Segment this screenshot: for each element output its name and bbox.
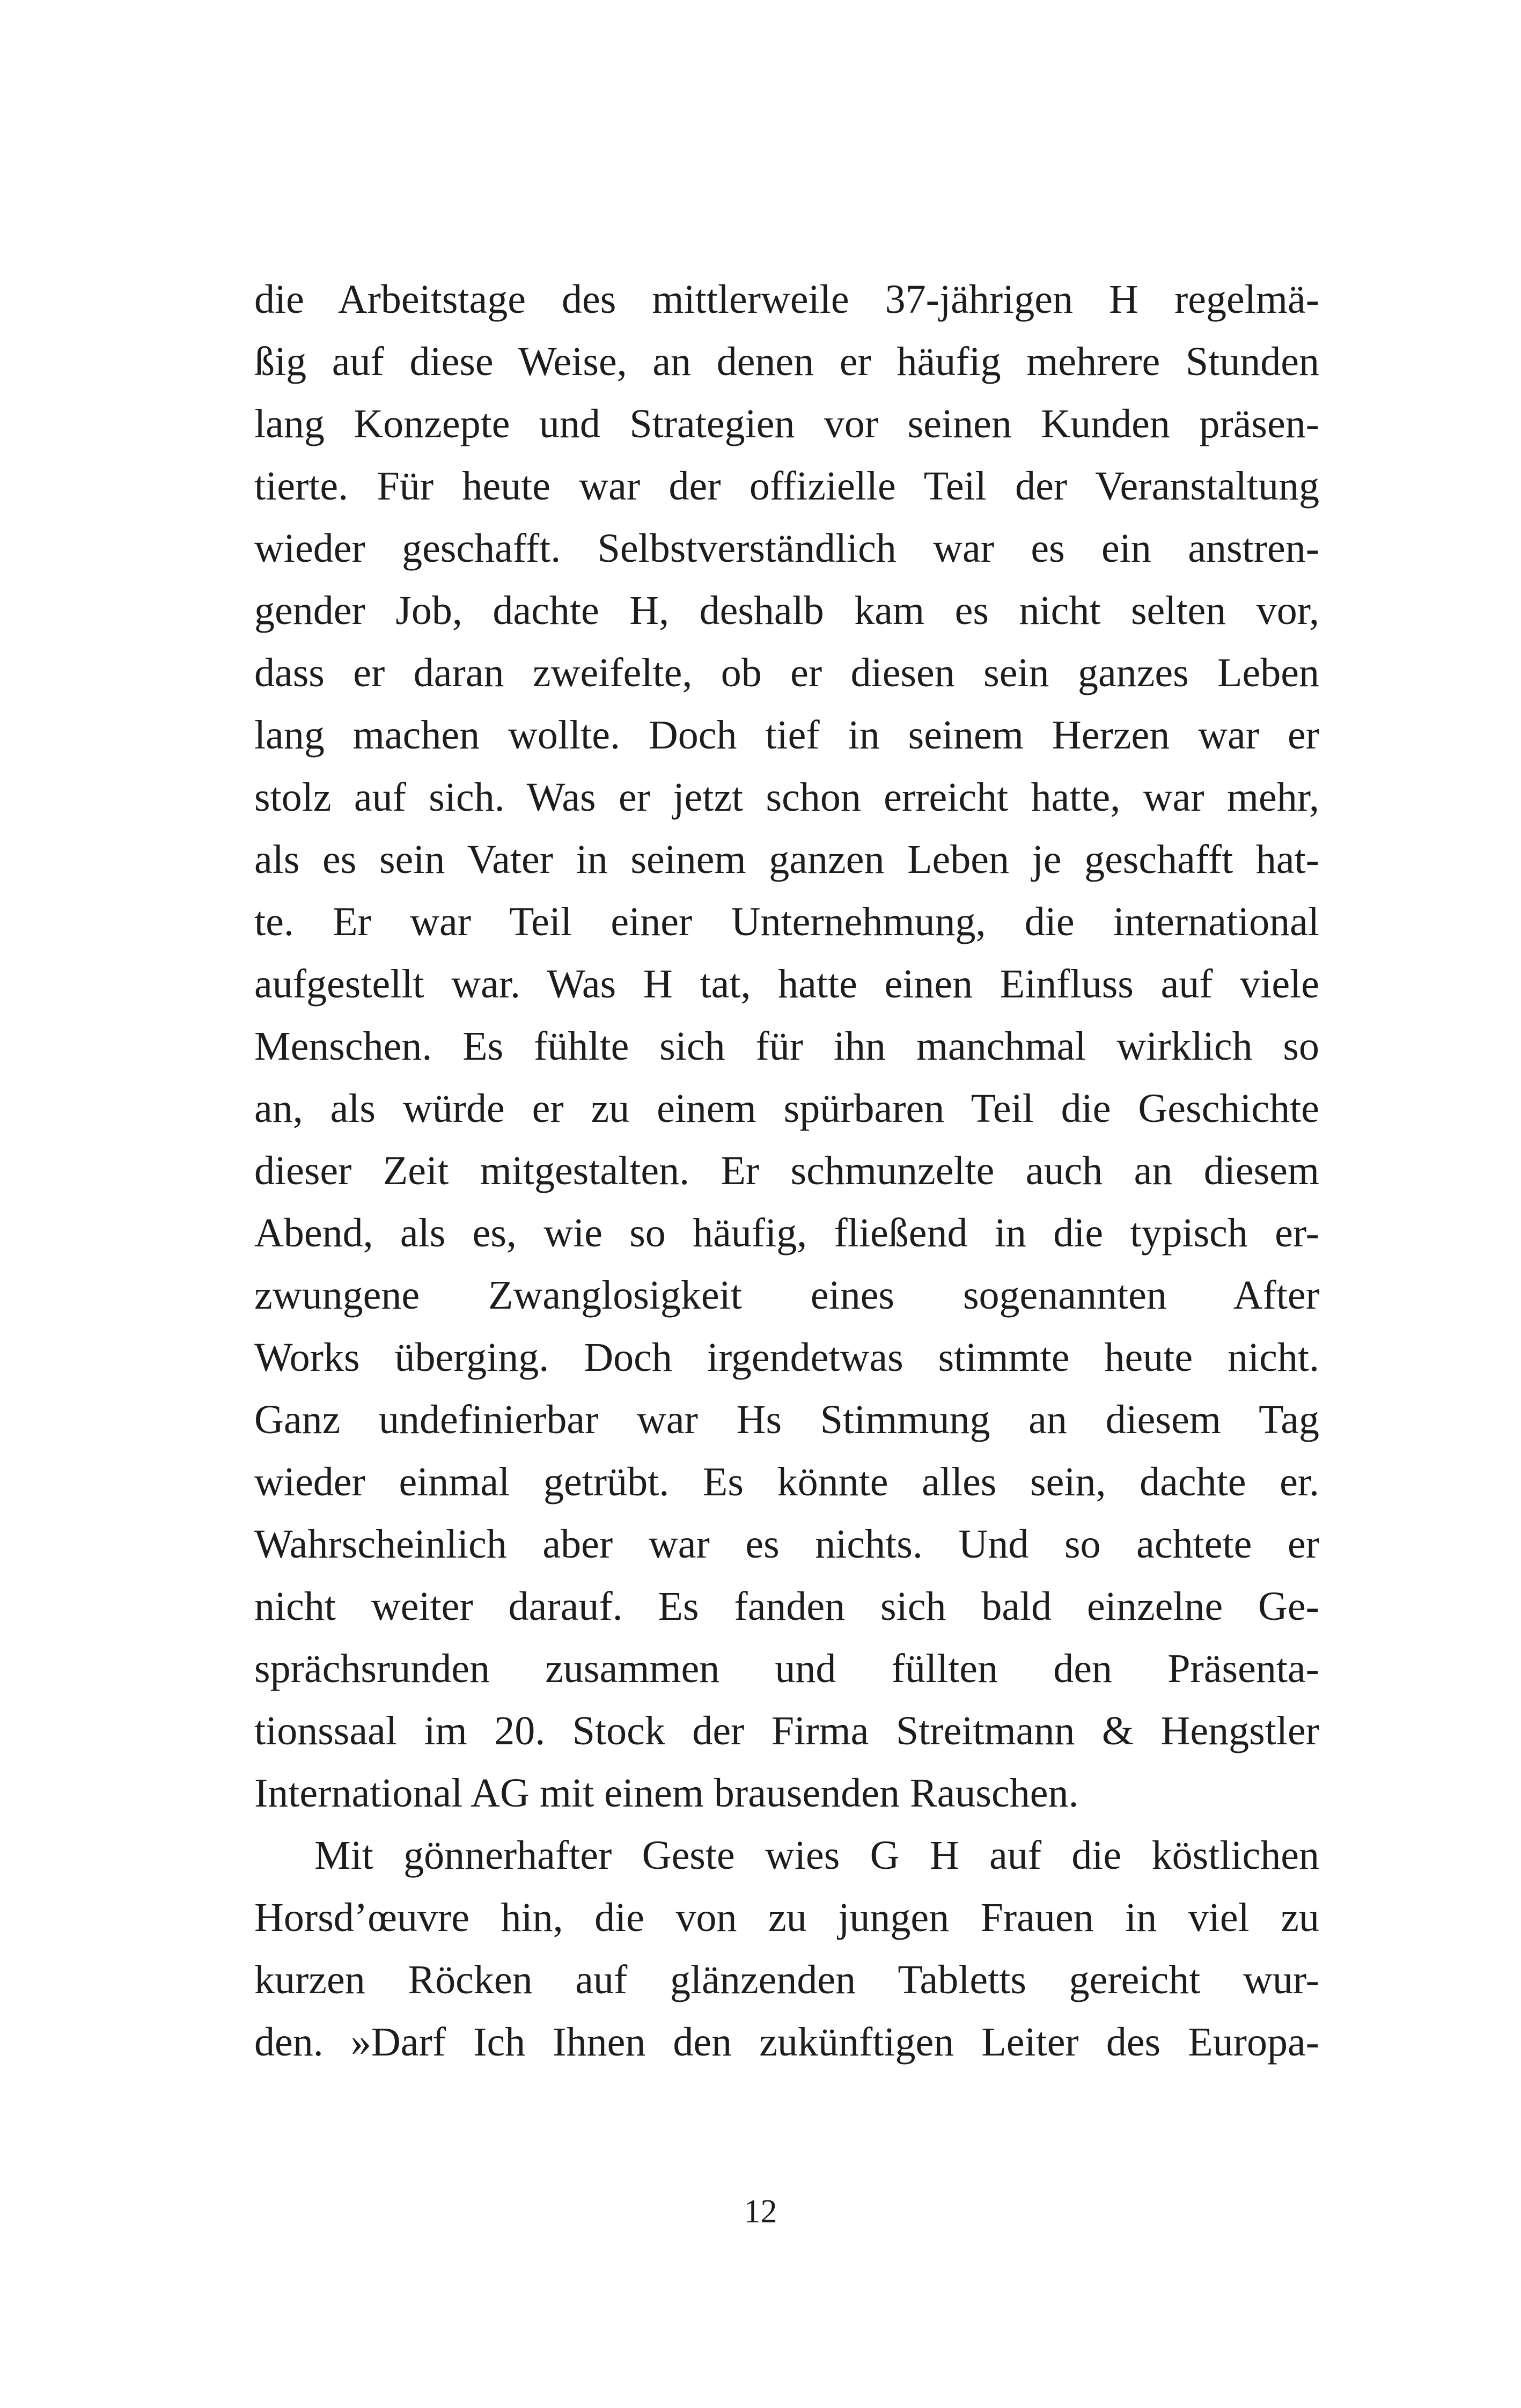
- text-line: nicht weiter darauf. Es fanden sich bald einzelne Ge-: [254, 1584, 1319, 1629]
- text-line: Horsd’œuvre hin, die von zu jungen Frauen in viel zu: [254, 1895, 1319, 1940]
- body-text: [254, 268, 1319, 2073]
- text-line: dieser Zeit mitgestalten. Er schmunzelte auch an diesem: [254, 1148, 1319, 1193]
- text-line: Wahrscheinlich aber war es nichts. Und so achtete er: [254, 1522, 1319, 1567]
- text-line: te. Er war Teil einer Unternehmung, die international: [254, 899, 1319, 944]
- text-line: wieder einmal getrübt. Es könnte alles sein, dachte er.: [254, 1459, 1319, 1504]
- text-line: zwungene Zwanglosigkeit eines sogenannten After: [254, 1273, 1319, 1318]
- text-line: als es sein Vater in seinem ganzen Leben je geschafft hat-: [254, 837, 1319, 882]
- text-line: die Arbeitstage des mittlerweile 37-jährigen H regelmä-: [254, 277, 1319, 322]
- paragraph-start-line: Mit gönnerhafter Geste wies G H auf die köstlichen: [314, 1833, 1319, 1878]
- paragraph-end-line: International AG mit einem brausenden Rauschen.: [254, 1771, 1079, 1816]
- text-line: dass er daran zweifelte, ob er diesen sein ganzes Leben: [254, 650, 1319, 695]
- text-line: Ganz undefinierbar war Hs Stimmung an diesem Tag: [254, 1397, 1319, 1442]
- text-line: stolz auf sich. Was er jetzt schon erreicht hatte, war mehr,: [254, 775, 1319, 820]
- text-line: wieder geschafft. Selbstverständlich war es ein anstren-: [254, 526, 1319, 571]
- text-line: lang machen wollte. Doch tief in seinem Herzen war er: [254, 713, 1319, 758]
- text-line: tierte. Für heute war der offizielle Teil der Veranstaltung: [254, 464, 1319, 509]
- text-line: aufgestellt war. Was H tat, hatte einen Einfluss auf viele: [254, 961, 1319, 1007]
- text-line: an, als würde er zu einem spürbaren Teil die Geschichte: [254, 1086, 1319, 1131]
- text-line: Works überging. Doch irgendetwas stimmte heute nicht.: [254, 1335, 1319, 1380]
- text-line: Abend, als es, wie so häufig, fließend in die typisch er-: [254, 1210, 1319, 1256]
- text-line: gender Job, dachte H, deshalb kam es nicht selten vor,: [254, 588, 1319, 633]
- text-line: ßig auf diese Weise, an denen er häufig mehrere Stunden: [254, 339, 1319, 384]
- text-line: Menschen. Es fühlte sich für ihn manchmal wirklich so: [254, 1024, 1319, 1069]
- text-line: lang Konzepte und Strategien vor seinen Kunden präsen-: [254, 401, 1319, 446]
- page-number: 12: [744, 2193, 777, 2230]
- text-line: kurzen Röcken auf glänzenden Tabletts gereicht wur-: [254, 1957, 1319, 2002]
- text-line: sprächsrunden zusammen und füllten den Präsenta-: [254, 1646, 1319, 1691]
- text-line: den. »Darf Ich Ihnen den zukünftigen Leiter des Europa-: [254, 2020, 1319, 2065]
- text-line: tionssaal im 20. Stock der Firma Streitmann & Hengstler: [254, 1708, 1319, 1753]
